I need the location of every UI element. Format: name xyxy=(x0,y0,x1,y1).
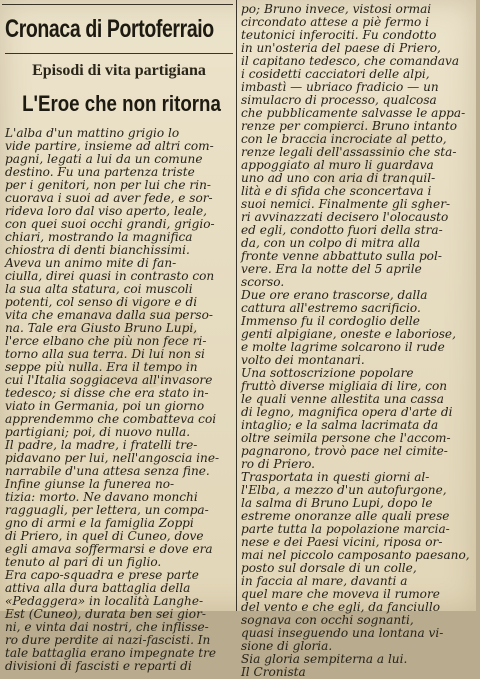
text-line: Una sottoscrizione popolare xyxy=(241,366,414,380)
text-line: parte tutta la popolazione marcia- xyxy=(241,522,450,536)
text-line: appoggiato al muro li guardava xyxy=(241,158,434,172)
text-line: ni, e vinta dai nostri, che inflisse- xyxy=(5,620,209,634)
text-line: quasi inseguendo una lontana vi- xyxy=(241,626,444,640)
text-line: vere. Era la notte del 5 aprile xyxy=(241,262,422,276)
text-line: Infine giunse la funerea no- xyxy=(5,477,175,491)
text-line: teutonici inferociti. Fu condotto xyxy=(241,28,437,42)
text-line: cattura all'estremo sacrificio. xyxy=(241,301,421,315)
text-line: pagnarono, trovò pace nel cimite- xyxy=(241,444,448,458)
text-line: Era capo-squadra e prese parte xyxy=(5,568,199,582)
text-line: ro dure perdite ai nazi-fascisti. In xyxy=(5,633,211,647)
text-line: tale battaglia erano impegnate tre xyxy=(5,646,217,660)
text-line: nese e dei Paesi vicini, riposa or- xyxy=(241,535,443,549)
text-line: lità e di sfida che sconcertava i xyxy=(241,184,432,198)
text-line: in faccia al mare, davanti a xyxy=(241,574,408,588)
text-line: i cosidetti cacciatori delle alpi, xyxy=(241,67,430,81)
text-line: Il Cronista xyxy=(241,665,306,679)
text-line: tedesco; si disse che era stato in- xyxy=(5,386,209,400)
text-line: da, con un colpo di mitra alla xyxy=(241,236,421,250)
text-line: Il padre, la madre, i fratelli tre- xyxy=(5,438,198,452)
text-line: destino. Fu una partenza triste xyxy=(5,165,195,179)
text-line: divisioni di fascisti e reparti di xyxy=(5,659,192,673)
text-line: imbastì — ubriaco fradicio — un xyxy=(241,80,439,94)
text-line: volto dei montanari. xyxy=(241,353,365,367)
text-line: torno alla sua terra. Di lui non si xyxy=(5,347,205,361)
text-line: sognava con occhi sognanti, xyxy=(241,613,414,627)
text-line: ri avvinazzati decisero l'olocausto xyxy=(241,210,449,224)
text-line: il capitano tedesco, che comandava xyxy=(241,54,460,68)
text-line: simulacro di processo, qualcosa xyxy=(241,93,437,107)
text-line: vita che emanava dalla sua perso- xyxy=(5,308,213,322)
text-line: circondato attese a piè fermo i xyxy=(241,15,430,29)
text-line: na. Tale era Giusto Bruno Lupi, xyxy=(5,321,198,335)
text-line: la salma di Bruno Lupi, dopo le xyxy=(241,496,433,510)
text-line: per i genitori, non per lui che rin- xyxy=(5,178,211,192)
text-line: del vento e che egli, da fanciullo xyxy=(241,600,440,614)
text-line: «Pedaggera» in località Langhe- xyxy=(5,594,204,608)
text-line: con le braccia incrociate al petto, xyxy=(241,132,447,146)
left-column xyxy=(5,0,233,673)
text-line: sione di gloria. xyxy=(241,639,333,653)
text-line: che pubblicamente salvasse le appa- xyxy=(241,106,466,120)
text-line: cui l'Italia soggiaceva all'invasore xyxy=(5,373,213,387)
section-title: Cronaca di Portoferraio xyxy=(5,15,214,43)
text-line: Due ore erano trascorse, dalla xyxy=(241,288,428,302)
text-line: narrabile d'una attesa senza fine. xyxy=(5,464,210,478)
article-headline: L'Eroe che non ritorna xyxy=(22,91,221,116)
text-line: chiari, mostrando la magnifica xyxy=(5,230,193,244)
text-line: L'alba d'un mattino grigio lo xyxy=(5,126,180,140)
text-line: gno di armi e la famiglia Zoppi xyxy=(5,516,194,530)
text-line: viato in Germania, poi un giorno xyxy=(5,399,205,413)
text-line: vide partire, insieme ad altri com- xyxy=(5,139,214,153)
text-line: in un'osteria del paese di Priero, xyxy=(241,41,441,55)
text-line: uno ad uno con aria di tranquil- xyxy=(241,171,436,185)
text-line: scorso. xyxy=(241,275,285,289)
text-line: pagni, legati a lui da un comune xyxy=(5,152,203,166)
text-line: di Priero, in quel di Cuneo, dove xyxy=(5,529,204,543)
text-line: Aveva un animo mite di fan- xyxy=(5,256,177,270)
text-line: apprendemmo che combatteva coi xyxy=(5,412,217,426)
text-line: Est (Cuneo), durata ben sei gior- xyxy=(5,607,206,621)
text-line: renze per compierci. Bruno intanto xyxy=(241,119,458,133)
text-line: cuorava i suoi ad aver fede, e sor- xyxy=(5,191,213,205)
text-line: di legno, magnifica opera d'arte di xyxy=(241,405,453,419)
text-line: fronte venne abbattuto sulla pol- xyxy=(241,249,442,263)
text-line: ro di Priero. xyxy=(241,457,315,471)
text-line: Sia gloria sempiterna a lui. xyxy=(241,652,408,666)
text-line: intaglio; e la salma lacrimata da xyxy=(241,418,439,432)
text-line: egli amava soffermarsi e dove era xyxy=(5,542,213,556)
text-line: renze legali dell'assassinio che sta- xyxy=(241,145,457,159)
text-line: oltre seimila persone che l'accom- xyxy=(241,431,451,445)
text-line: suoi nemici. Finalmente gli sgher- xyxy=(241,197,451,211)
text-line: attiva alla dura battaglia della xyxy=(5,581,191,595)
text-line: la sua alta statura, coi muscoli xyxy=(5,282,193,296)
text-line: fruttò diverse migliaia di lire, con xyxy=(241,379,448,393)
text-line: con quei suoi occhi grandi, grigio- xyxy=(5,217,215,231)
text-line: ragguagli, per lettera, un compa- xyxy=(5,503,209,517)
left-body-text xyxy=(5,127,233,673)
text-line: po; Bruno invece, vistosi ormai xyxy=(241,2,432,16)
column-divider xyxy=(236,0,237,611)
text-line: Immenso fu il cordoglio delle xyxy=(241,314,420,328)
text-line: le quali venne allestita una cassa xyxy=(241,392,444,406)
text-line: l'erce elbano che più non fece ri- xyxy=(5,334,207,348)
text-line: potenti, col senso di vigore e di xyxy=(5,295,198,309)
text-line: tenuto al pari di un figlio. xyxy=(5,555,162,569)
text-line: rideva loro dal viso aperto, leale, xyxy=(5,204,208,218)
section-rule xyxy=(5,53,233,54)
text-line: seppe più nulla. Era il tempo in xyxy=(5,360,198,374)
text-line: ed egli, condotto fuori della stra- xyxy=(241,223,443,237)
text-line: mai nel piccolo camposanto paesano, xyxy=(241,548,470,562)
text-line: pidavano per lui, nell'angoscia ine- xyxy=(5,451,220,465)
text-line: ciulla, direi quasi in contrasto con xyxy=(5,269,215,283)
right-column xyxy=(241,3,473,679)
text-line: quel mare che moveva il rumore xyxy=(241,587,440,601)
text-line: Trasportata in questi giorni al- xyxy=(241,470,430,484)
text-line: partigiani; poi, di nuovo nulla. xyxy=(5,425,191,439)
text-line: l'Elba, a mezzo d'un autofurgone, xyxy=(241,483,447,497)
article-subtitle: Episodi di vita partigiana xyxy=(32,62,206,79)
text-line: genti alpigiane, oneste e laboriose, xyxy=(241,327,456,341)
text-line: estreme onoranze alle quali prese xyxy=(241,509,450,523)
text-line: e molte lagrime solcarono il rude xyxy=(241,340,445,354)
text-line: posto sul dorsale di un colle, xyxy=(241,561,417,575)
text-line: chiostra di denti bianchissimi. xyxy=(5,243,190,257)
text-line: tizia: morto. Ne davano monchi xyxy=(5,490,198,504)
